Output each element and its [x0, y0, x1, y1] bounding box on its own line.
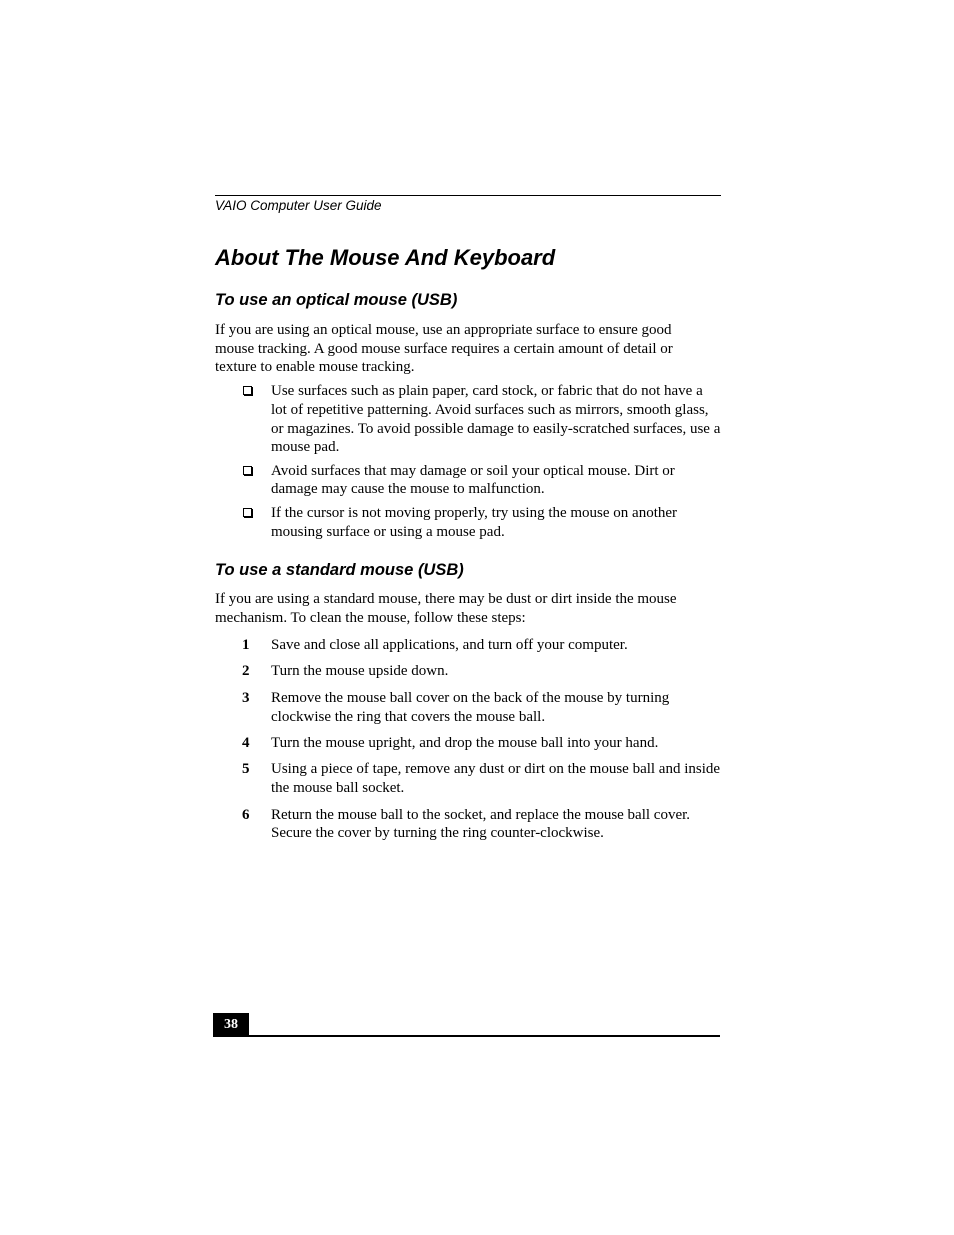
step-text: Turn the mouse upright, and drop the mouse ball into your hand.	[271, 734, 659, 751]
step-text: Remove the mouse ball cover on the back of the mouse by turning clockwise the ring that covers the mouse ball.	[271, 689, 670, 725]
optical-mouse-bullet-list	[215, 382, 721, 546]
list-item	[215, 504, 721, 542]
step-text: Turn the mouse upside down.	[271, 663, 449, 680]
list-item	[215, 689, 721, 727]
cleaning-steps-list	[215, 636, 721, 851]
step-number: 1	[242, 637, 250, 653]
footer-rule	[213, 1035, 720, 1037]
section-heading-standard-mouse: To use a standard mouse (USB)	[215, 561, 464, 579]
step-number: 4	[242, 734, 250, 751]
list-item	[215, 806, 721, 844]
list-item	[215, 760, 721, 798]
bullet-text: If the cursor is not moving properly, try using the mouse on another mousing surface or using a mouse pad.	[271, 504, 678, 540]
standard-mouse-intro: If you are using a standard mouse, there may be dust or dirt inside the mouse mechanism. To clean the mouse, follow these steps:	[215, 591, 677, 626]
list-item	[215, 636, 721, 655]
running-head: VAIO Computer User Guide	[215, 198, 382, 213]
list-item	[215, 382, 721, 457]
step-number: 3	[242, 689, 250, 706]
step-text: Save and close all applications, and turn off your computer.	[271, 637, 628, 653]
page-number-badge: 38	[213, 1013, 249, 1036]
section-heading-optical-mouse: To use an optical mouse (USB)	[215, 291, 458, 309]
step-text: Return the mouse ball to the socket, and replace the mouse ball cover. Secure the cover by turning the ring counter-clockwise.	[271, 806, 691, 842]
list-item	[215, 734, 721, 753]
page-title: About The Mouse And Keyboard	[215, 245, 556, 270]
step-number: 6	[242, 806, 250, 823]
checkbox-bullet-icon	[243, 466, 252, 475]
header-rule	[215, 195, 721, 196]
bullet-text: Avoid surfaces that may damage or soil your optical mouse. Dirt or damage may cause the mouse to malfunction.	[271, 462, 675, 498]
step-number: 5	[242, 761, 250, 778]
step-number: 2	[242, 663, 250, 680]
checkbox-bullet-icon	[243, 508, 252, 517]
checkbox-bullet-icon	[243, 386, 252, 395]
optical-mouse-intro: If you are using an optical mouse, use an appropriate surface to ensure good mouse tracking. A good mouse surface requires a certain amount of detail or texture to enable mouse tracking.	[215, 322, 673, 376]
list-item	[215, 662, 721, 681]
list-item	[215, 462, 721, 500]
step-text: Using a piece of tape, remove any dust or dirt on the mouse ball and inside the mouse ball socket.	[271, 761, 721, 797]
bullet-text: Use surfaces such as plain paper, card stock, or fabric that do not have a lot of repetitive patterning. Avoid surfaces such as mirrors, smooth glass, or magazines. To avoid possible damage to easily-scratched surfaces, use a mouse pad.	[271, 383, 721, 456]
